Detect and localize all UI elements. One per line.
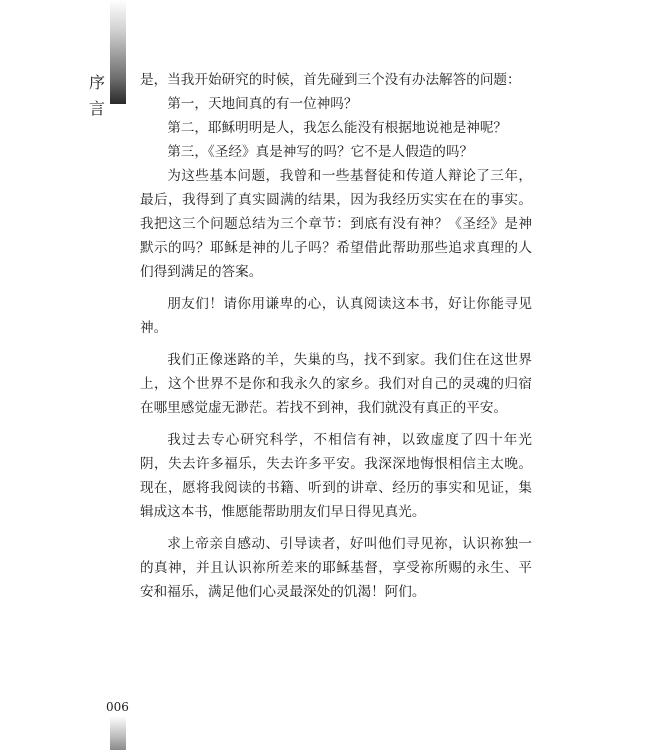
- chapter-side-title: [87, 70, 107, 122]
- body-text: [140, 68, 532, 604]
- paragraph: 为这些基本问题，我曾和一些基督徒和传道人辩论了三年，最后，我得到了真实圆满的结果，因为我经历实实在在的事实。我把这三个问题总结为三个章节：到底有没有神？《圣经》是神默示的吗？耶稣是神的儿子吗？希望借此帮助那些追求真理的人们得到满足的答案。: [140, 168, 532, 280]
- bottom-gradient-bar: [110, 716, 126, 750]
- paragraph: 我过去专心研究科学，不相信有神，以致虚度了四十年光阴，失去许多福乐，失去许多平安。我深深地悔恨相信主太晚。现在，愿将我阅读的书籍、听到的讲章、经历的事实和见证，集辑成这本书，惟愿能帮助朋友们早日得见真光。: [140, 432, 532, 520]
- top-gradient-bar: [110, 0, 126, 104]
- paragraph: 第一，天地间真的有一位神吗？: [167, 96, 358, 112]
- paragraph: 是，当我开始研究的时候，首先碰到三个没有办法解答的问题：: [140, 72, 521, 88]
- paragraph: 朋友们！请你用谦卑的心，认真阅读这本书，好让你能寻见神。: [140, 296, 532, 336]
- paragraph: 求上帝亲自感动、引导读者，好叫他们寻见祢，认识祢独一的真神，并且认识祢所差来的耶稣基督，享受祢所赐的永生、平安和福乐，满足他们心灵最深处的饥渴！阿们。: [140, 536, 532, 600]
- side-title-char-2: 言: [88, 99, 105, 118]
- paragraph: 第二，耶稣明明是人，我怎么能没有根据地说祂是神呢？: [167, 120, 508, 136]
- side-title-char-1: 序: [88, 73, 105, 92]
- page-number: 006: [106, 700, 129, 714]
- paragraph: 我们正像迷路的羊，失巢的鸟，找不到家。我们住在这世界上，这个世界不是你和我永久的家乡。我们对自己的灵魂的归宿在哪里感觉虚无渺茫。若找不到神，我们就没有真正的平安。: [140, 352, 532, 416]
- paragraph: 第三，《圣经》真是神写的吗？它不是人假造的吗？: [167, 144, 474, 160]
